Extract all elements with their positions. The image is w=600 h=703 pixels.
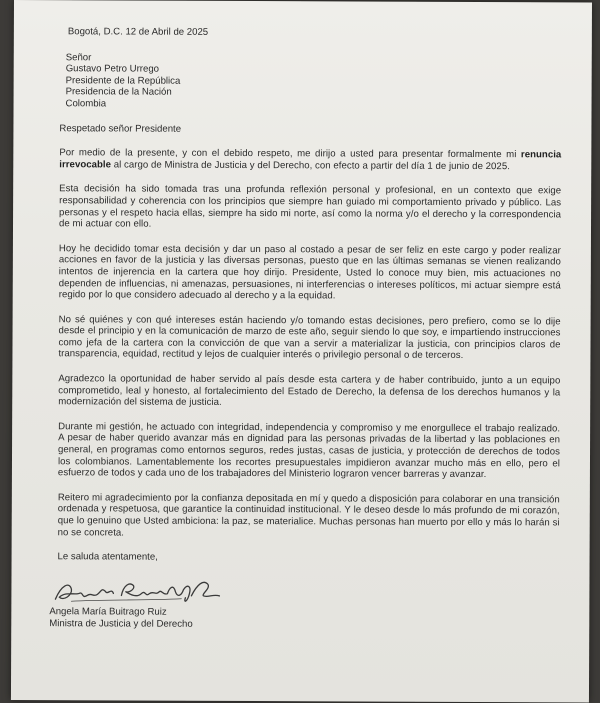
paragraph-6: Durante mi gestión, he actuado con integridad, independencia y compromiso y me enorgullece el trabajo realizado. A pesar de haber querido avanzar más en dignidad para las personas privadas de la libertad y las poblaciones en general, en programas como entornos seguros, redes justas, casas de justicia, y protección de derechos de todos los colombianos. Lamentablemente los recortes presupuestales impidieron avanzar mucho más en ello, pero el esfuerzo de todos y cada uno de los trabajadores del Ministerio lograron vencer barreras y avanzar. [57, 421, 561, 481]
signatory-title: Ministra de Justicia y del Derecho [49, 617, 193, 630]
paragraph-1 [59, 147, 561, 172]
paragraph-1-end: al cargo de Ministra de Justicia y del Derecho, con efecto a partir del día 1 de junio de 2025. [111, 159, 510, 172]
recipient-name: Gustavo Petro Urrego [65, 63, 160, 75]
dateline: Bogotá, D.C. 12 de Abril de 2025 [67, 26, 209, 38]
paragraph-7: Reitero mi agradecimiento por la confianza depositada en mí y quedo a disposición para colaborar en una transición ordenada y respetuosa, que garantice la continuidad institucional. Y le deseo desde lo más profundo de mi corazón, que lo genuino que Usted ambiciona: la paz, se materialice. Muchas personas han muerto por ello y más lo harán si no se concreta. [57, 492, 560, 539]
signature-block [49, 577, 559, 630]
recipient-block [60, 52, 562, 112]
handwritten-signature-image [51, 573, 241, 608]
paragraph-2: Esta decisión ha sido tomada tras una profunda reflexión personal y profesional, en un contexto que exige responsabilidad y coherencia con los principios que siempre han guiado mi comportamiento privado y público. Las personas y el respeto hacia ellas, siempre ha sido mi norte, así como la norma y/o el derecho y la correspondencia de mi actuar con ello. [58, 183, 562, 230]
paragraph-5: Agradezco la oportunidad de haber servido al país desde esta cartera y de haber contribuido, junto a un equipo comprometido, leal y honesto, al fortalecimiento del Estado de Derecho, la defensa de los derechos humanos y la modernización del sistema de justicia. [58, 373, 561, 409]
letter-page [11, 0, 592, 703]
resignation-emphasis: renuncia irrevocable [59, 149, 562, 171]
recipient-office: Presidencia de la Nación [65, 86, 172, 99]
signatory-name: Angela María Buitrago Ruiz [49, 605, 167, 618]
recipient-title: Presidente de la República [65, 75, 181, 87]
recipient-country: Colombia [65, 98, 107, 110]
closing: Le saluda atentamente, [57, 551, 158, 563]
letter-body [49, 26, 562, 630]
recipient-honorific: Señor [65, 51, 92, 63]
paragraph-1-start: Por medio de la presente, y con el debido respeto, me dirijo a usted para presentar formalmente mi [59, 147, 521, 161]
salutation: Respetado señor Presidente [59, 122, 182, 135]
paragraph-4: No sé quiénes y con qué intereses están haciendo y/o tomando estas decisiones, pero prefiero, como se lo dije desde el principio y en la comunicación de marzo de este año, seguir siendo lo que soy, e impartiendo instrucciones como jefa de la cartera con la convicción de que van a servir a materializar la justicia, con principios claros de transparencia, equidad, rectitud y lejos de cualquier interés o privilegio personal o de terceros. [58, 313, 561, 362]
paragraph-3: Hoy he decidido tomar esta decisión y dar un paso al costado a pesar de ser feliz en este cargo y poder realizar acciones en favor de la justicia y las diversas personas, puesto que en las últimas semanas se vienen realizando intentos de injerencia en la cartera que hoy dirijo. Presidente, Usted lo conoce muy bien, mis actuaciones no dependen de influencias, ni amenazas, persuasiones, ni interferencias o intereses políticos, mi actuar siempre está regido por lo que considero adecuado al derecho y a la equidad. [58, 242, 561, 302]
